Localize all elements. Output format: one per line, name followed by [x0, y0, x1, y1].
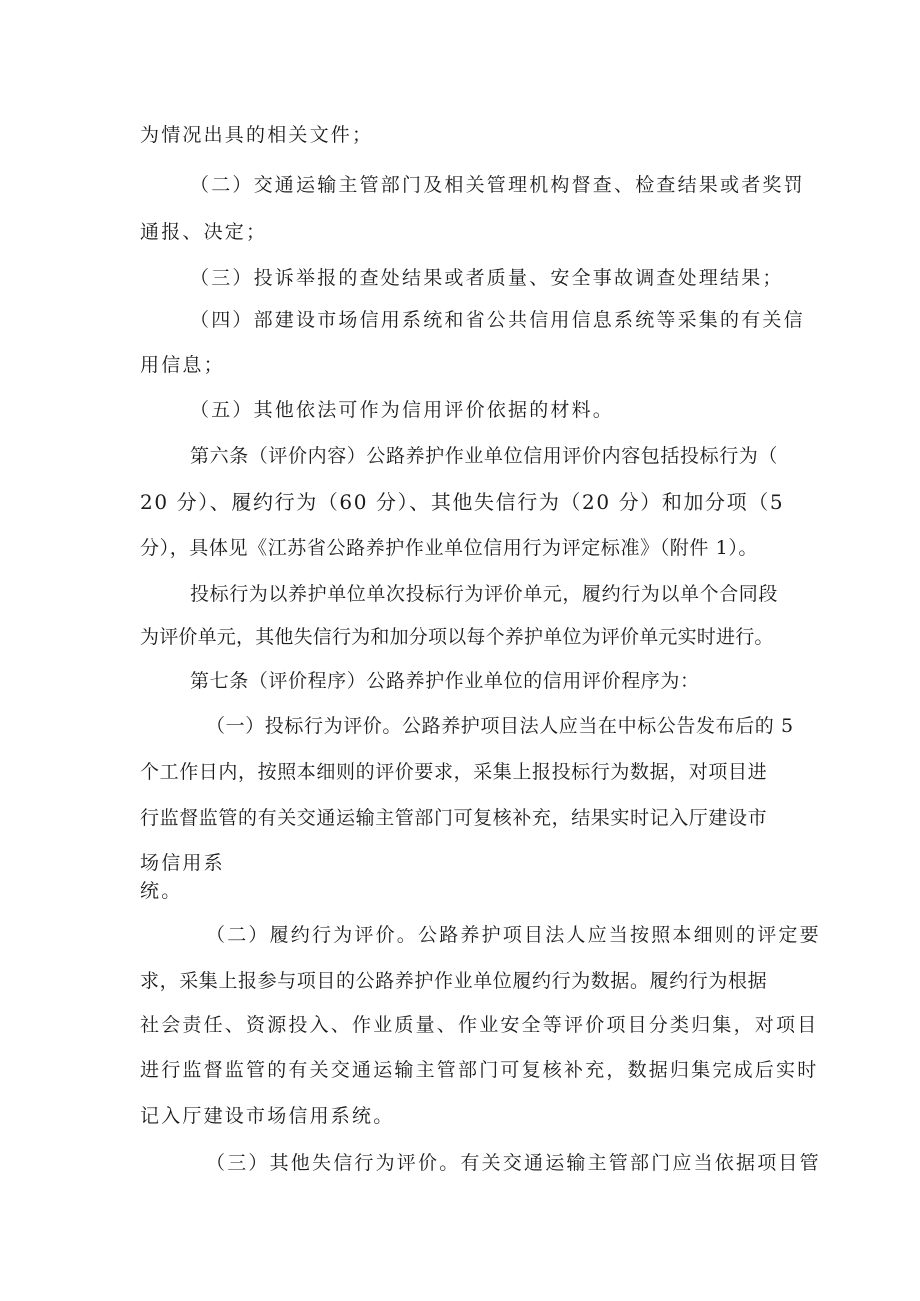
text-line: 进行监督监管的有关交通运输主管部门可复核补充，数据归集完成后实时: [140, 1059, 819, 1081]
text-line: 场信用系: [140, 852, 225, 874]
text-line: 个工作日内，按照本细则的评价要求，采集上报投标行为数据，对项目进: [140, 761, 768, 783]
text-line: （一）投标行为评价。公路养护项目法人应当在中标公告发布后的 5: [206, 715, 794, 737]
text-line: （二）履约行为评价。公路养护项目法人应当按照本细则的评定要: [206, 924, 821, 946]
text-line: 统。: [140, 880, 183, 902]
text-line: （三）投诉举报的查处结果或者质量、安全事故调查处理结果；: [190, 267, 784, 289]
text-line: 20 分）、履约行为（60 分）、其他失信行为（20 分）和加分项（5: [140, 490, 785, 514]
text-line: 第七条（评价程序）公路养护作业单位的信用评价程序为：: [190, 670, 700, 692]
text-line: （四）部建设市场信用系统和省公共信用信息系统等采集的有关信: [190, 309, 805, 331]
text-line: （二）交通运输主管部门及相关管理机构督查、检查结果或者奖罚: [190, 174, 805, 196]
text-line: 求，采集上报参与项目的公路养护作业单位履约行为数据。履约行为根据: [140, 970, 768, 992]
text-line: 社会责任、资源投入、作业质量、作业安全等评价项目分类归集，对项目: [140, 1014, 819, 1036]
text-line: 为情况出具的相关文件；: [140, 124, 374, 146]
text-line: 投标行为以养护单位单次投标行为评价单元，履约行为以单个合同段: [190, 583, 779, 605]
text-line: 为评价单元，其他失信行为和加分项以每个养护单位为评价单元实时进行。: [140, 626, 774, 648]
text-line: 用信息；: [140, 354, 225, 376]
text-line: 通报、决定；: [140, 221, 268, 243]
text-line: 行监督监管的有关交通运输主管部门可复核补充，结果实时记入厅建设市: [140, 807, 768, 829]
text-line: （五）其他依法可作为信用评价依据的材料。: [190, 399, 615, 421]
text-line: 分），具体见《江苏省公路养护作业单位信用行为评定标准》（附件 1）。: [140, 537, 759, 559]
text-line: （三）其他失信行为评价。有关交通运输主管部门应当依据项目管: [206, 1152, 821, 1174]
text-line: 第六条（评价内容）公路养护作业单位信用评价内容包括投标行为（: [190, 445, 779, 467]
text-line: 记入厅建设市场信用系统。: [140, 1105, 395, 1127]
